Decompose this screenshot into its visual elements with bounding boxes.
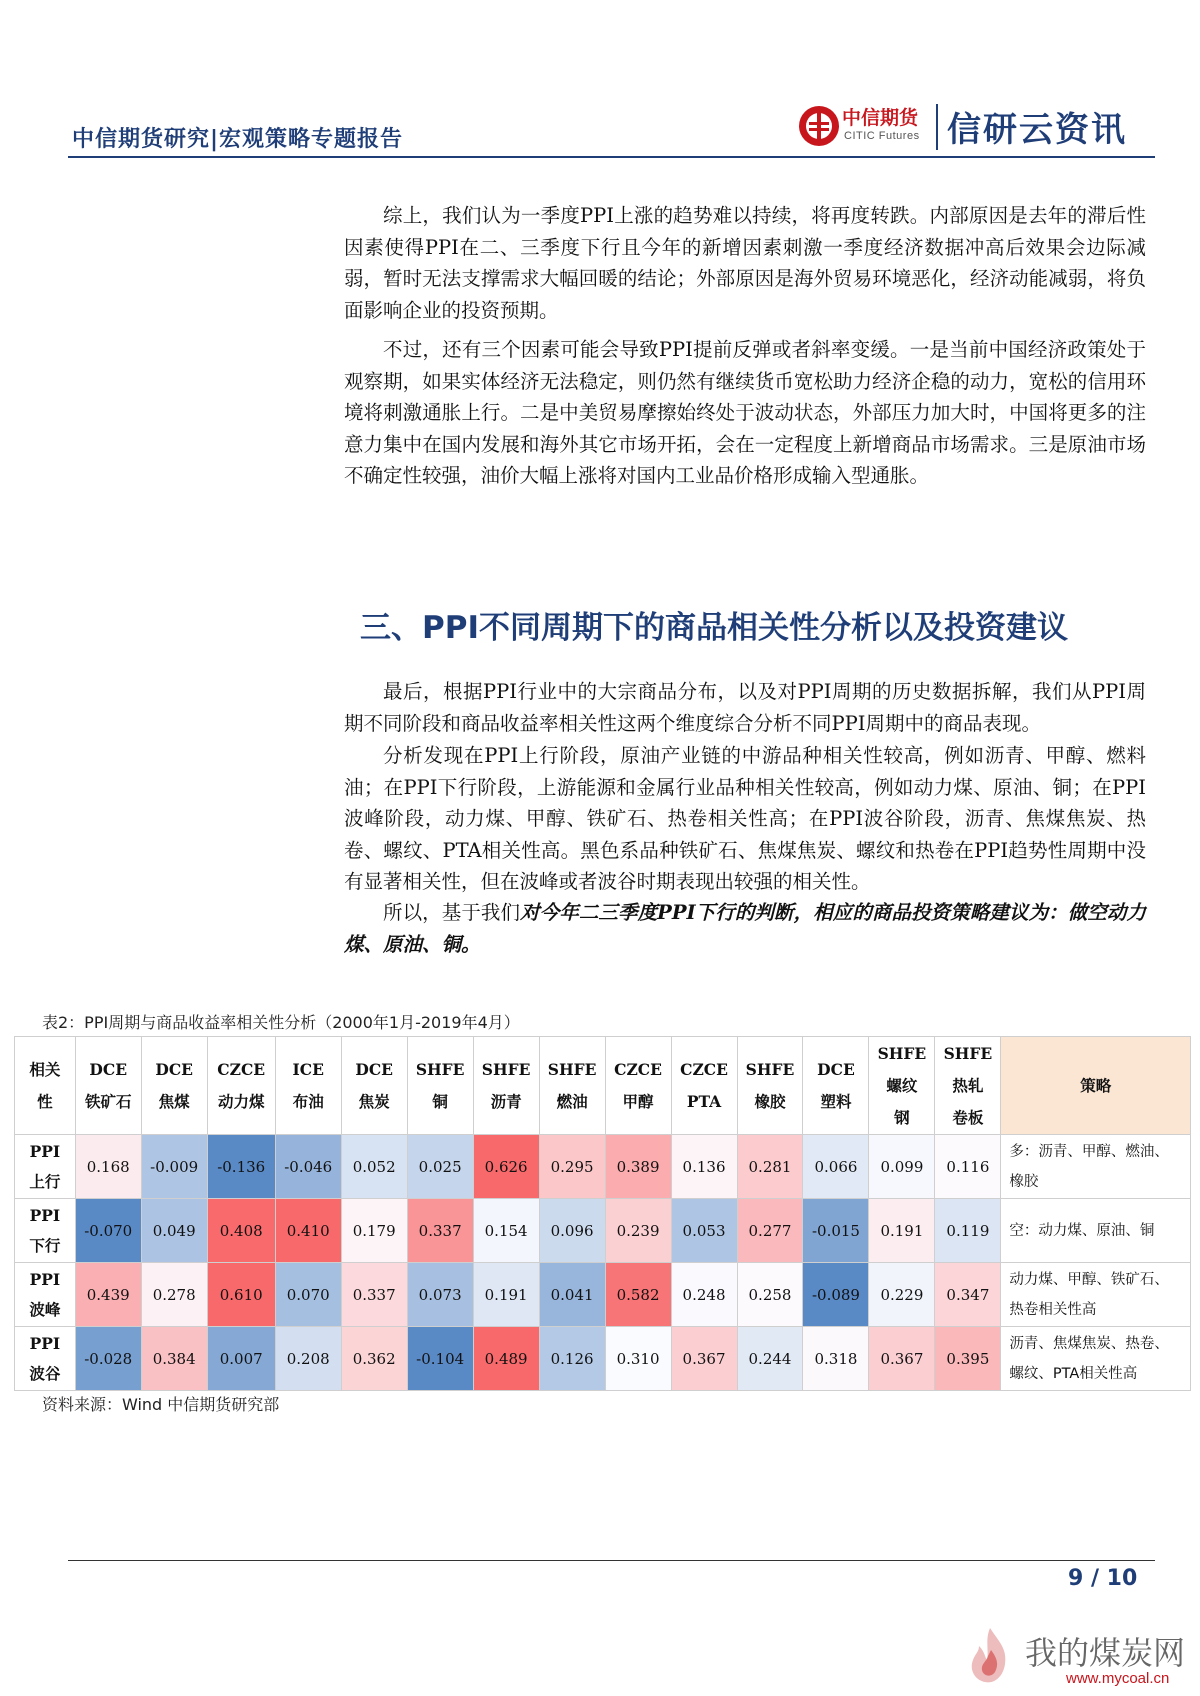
footer-rule [68, 1560, 1155, 1561]
row-label-line: PPI [29, 1269, 61, 1289]
col-exchange: SHFE [481, 1059, 531, 1079]
table-source: 资料来源：Wind 中信期货研究部 [42, 1395, 280, 1414]
row-label-line: 波谷 [29, 1363, 61, 1383]
correlation-cell: 0.096 [539, 1199, 605, 1263]
correlation-cell: 0.126 [539, 1327, 605, 1391]
table-row [15, 1263, 1191, 1327]
correlation-cell: 0.119 [935, 1199, 1001, 1263]
col-commodity: 铜 [432, 1091, 448, 1111]
paragraph-risk-factors: 不过，还有三个因素可能会导致PPI提前反弹或者斜率变缓。一是当前中国经济政策处于观察期，如果实体经济无法稳定，则仍然有继续货币宽松助力经济企稳的动力，宽松的信用环境将刺激通胀上行。二是中美贸易摩擦始终处于波动状态，外部压力加大时，中国将更多的注意力集中在国内发展和海外其它市场开拓，会在一定程度上新增商品市场需求。三是原油市场不确定性较强，油价大幅上涨将对国内工业品价格形成输入型通胀。 [344, 338, 1146, 487]
correlation-cell: 0.389 [605, 1135, 671, 1199]
correlation-cell: 0.070 [275, 1263, 341, 1327]
correlation-cell: 0.179 [341, 1199, 407, 1263]
col-header [737, 1037, 803, 1135]
col-exchange: DCE [355, 1059, 393, 1079]
correlation-cell: -0.104 [407, 1327, 473, 1391]
col-commodity: 橡胶 [754, 1091, 786, 1111]
col-header [539, 1037, 605, 1135]
col-header [75, 1037, 141, 1135]
correlation-table [14, 1036, 1191, 1391]
col-commodity: 塑料 [820, 1091, 852, 1111]
table-header-row [15, 1037, 1191, 1135]
row-label-line: 波峰 [29, 1299, 61, 1319]
correlation-cell: 0.367 [671, 1327, 737, 1391]
correlation-cell: 0.318 [803, 1327, 869, 1391]
correlation-cell: 0.248 [671, 1263, 737, 1327]
correlation-cell: 0.410 [275, 1199, 341, 1263]
table-corner-header [15, 1037, 76, 1135]
strategy-cell: 多：沥青、甲醇、燃油、橡胶 [1001, 1135, 1191, 1199]
paragraph-conclusion [344, 897, 1146, 960]
col-exchange: CZCE [217, 1059, 266, 1079]
correlation-cell: 0.395 [935, 1327, 1001, 1391]
watermark-url: www.mycoal.cn [1066, 1670, 1170, 1687]
correlation-cell: 0.489 [473, 1327, 539, 1391]
table-row [15, 1327, 1191, 1391]
correlation-cell: -0.089 [803, 1263, 869, 1327]
row-label-line: PPI [29, 1205, 61, 1225]
correlation-cell: 0.244 [737, 1327, 803, 1391]
correlation-cell: 0.277 [737, 1199, 803, 1263]
col-exchange: CZCE [614, 1059, 662, 1079]
paragraph-findings: 分析发现在PPI上行阶段，原油产业链的中游品种相关性较高，例如沥青、甲醇、燃料油；在PPI下行阶段，上游能源和金属行业品种相关性较高，例如动力煤、原油、铜；在PPI波峰阶段，动力煤、甲醇、铁矿石、热卷相关性高；在PPI波谷阶段，沥青、焦煤焦炭、热卷、螺纹、PTA相关性高。黑色系品种铁矿石、焦煤焦炭、螺纹和热卷在PPI趋势性周期中没有显著相关性，但在波峰或者波谷时期表现出较强的相关性。 [344, 744, 1146, 893]
correlation-cell: 0.610 [207, 1263, 275, 1327]
col-header [671, 1037, 737, 1135]
strategy-cell: 动力煤、甲醇、铁矿石、热卷相关性高 [1001, 1263, 1191, 1327]
correlation-cell: 0.278 [141, 1263, 207, 1327]
col-commodity: PTA [686, 1091, 722, 1111]
corner-line-2: 性 [37, 1091, 53, 1111]
col-exchange: ICE [292, 1059, 324, 1079]
col-header [803, 1037, 869, 1135]
correlation-cell: 0.191 [869, 1199, 935, 1263]
correlation-cell: -0.015 [803, 1199, 869, 1263]
correlation-cell: 0.626 [473, 1135, 539, 1199]
col-commodity: 热轧 [952, 1075, 984, 1095]
logo-chinese-name: 中信期货 [842, 107, 919, 129]
col-exchange: SHFE [415, 1059, 465, 1079]
correlation-cell: -0.028 [75, 1327, 141, 1391]
conclusion-emphasis: 对今年二三季度PPI下行的判断，相应的商品投资策略建议为：做空动力煤、原油、铜。 [344, 901, 1146, 956]
table-row [15, 1135, 1191, 1199]
correlation-cell: 0.362 [341, 1327, 407, 1391]
report-header-title: 中信期货研究|宏观策略专题报告 [72, 127, 404, 152]
row-label [15, 1199, 76, 1263]
correlation-cell: 0.116 [935, 1135, 1001, 1199]
table-caption: 表2：PPI周期与商品收益率相关性分析（2000年1月-2019年4月） [42, 1013, 520, 1032]
correlation-cell: 0.384 [141, 1327, 207, 1391]
col-header [935, 1037, 1001, 1135]
correlation-cell: -0.009 [141, 1135, 207, 1199]
col-commodity: 铁矿石 [84, 1091, 132, 1111]
correlation-cell: 0.295 [539, 1135, 605, 1199]
col-header [341, 1037, 407, 1135]
logo-english-name: CITIC Futures [844, 130, 920, 142]
correlation-cell: 0.337 [407, 1199, 473, 1263]
section-title: 三、PPI不同周期下的商品相关性分析以及投资建议 [360, 610, 1068, 646]
col-header [473, 1037, 539, 1135]
correlation-cell: 0.367 [869, 1327, 935, 1391]
strategy-header: 策略 [1001, 1037, 1191, 1135]
correlation-cell: 0.408 [207, 1199, 275, 1263]
col-commodity: 燃油 [556, 1091, 588, 1111]
col-header [141, 1037, 207, 1135]
col-exchange: SHFE [943, 1043, 993, 1063]
correlation-cell: -0.070 [75, 1199, 141, 1263]
col-commodity: 沥青 [490, 1091, 522, 1111]
paragraph-summary: 综上，我们认为一季度PPI上涨的趋势难以持续，将再度转跌。内部原因是去年的滞后性因素使得PPI在二、三季度下行且今年的新增因素刺激一季度经济数据冲高后效果会边际减弱，暂时无法支撑需求大幅回暖的结论；外部原因是海外贸易环境恶化，经济动能减弱，将负面影响企业的投资预期。 [344, 204, 1146, 322]
correlation-cell: 0.582 [605, 1263, 671, 1327]
brand-name: 信研云资讯 [947, 110, 1127, 150]
correlation-cell: 0.025 [407, 1135, 473, 1199]
correlation-cell: -0.136 [207, 1135, 275, 1199]
correlation-cell: 0.073 [407, 1263, 473, 1327]
correlation-cell: 0.168 [75, 1135, 141, 1199]
correlation-cell: 0.239 [605, 1199, 671, 1263]
col-commodity: 布油 [292, 1091, 324, 1111]
col-exchange: DCE [155, 1059, 193, 1079]
correlation-cell: 0.053 [671, 1199, 737, 1263]
row-label-line: PPI [29, 1141, 61, 1161]
correlation-cell: 0.041 [539, 1263, 605, 1327]
table-row [15, 1199, 1191, 1263]
correlation-cell: 0.347 [935, 1263, 1001, 1327]
row-label [15, 1263, 76, 1327]
col-header [407, 1037, 473, 1135]
citic-logo-icon [797, 104, 841, 148]
flame-watermark-icon [955, 1620, 1025, 1690]
header-separator [936, 104, 938, 150]
watermark-text: 我的煤炭网 [1025, 1634, 1186, 1672]
col-header [605, 1037, 671, 1135]
correlation-cell: 0.154 [473, 1199, 539, 1263]
page-number: 9 / 10 [1068, 1566, 1138, 1591]
col-commodity: 焦炭 [358, 1091, 390, 1111]
correlation-cell: 0.281 [737, 1135, 803, 1199]
correlation-cell: 0.049 [141, 1199, 207, 1263]
correlation-cell: 0.258 [737, 1263, 803, 1327]
row-label [15, 1327, 76, 1391]
corner-line-1: 相关 [29, 1059, 61, 1079]
correlation-cell: 0.208 [275, 1327, 341, 1391]
strategy-cell: 沥青、焦煤焦炭、热卷、螺纹、PTA相关性高 [1001, 1327, 1191, 1391]
correlation-cell: 0.439 [75, 1263, 141, 1327]
correlation-cell: 0.052 [341, 1135, 407, 1199]
col-header [207, 1037, 275, 1135]
col-exchange: SHFE [877, 1043, 927, 1063]
row-label-line: 上行 [29, 1171, 61, 1191]
strategy-cell: 空：动力煤、原油、铜 [1001, 1199, 1191, 1263]
col-exchange: DCE [817, 1059, 855, 1079]
correlation-cell: 0.136 [671, 1135, 737, 1199]
row-label-line: 下行 [29, 1235, 61, 1255]
correlation-cell: -0.046 [275, 1135, 341, 1199]
col-exchange: CZCE [680, 1059, 728, 1079]
paragraph-method: 最后，根据PPI行业中的大宗商品分布，以及对PPI周期的历史数据拆解，我们从PPI周期不同阶段和商品收益率相关性这两个维度综合分析不同PPI周期中的商品表现。 [344, 680, 1146, 735]
col-commodity-2: 钢 [894, 1107, 910, 1127]
header-rule [68, 156, 1155, 158]
col-commodity: 焦煤 [158, 1091, 190, 1111]
correlation-cell: 0.066 [803, 1135, 869, 1199]
correlation-cell: 0.337 [341, 1263, 407, 1327]
col-exchange: SHFE [745, 1059, 795, 1079]
correlation-cell: 0.229 [869, 1263, 935, 1327]
correlation-cell: 0.099 [869, 1135, 935, 1199]
row-label-line: PPI [29, 1333, 61, 1353]
correlation-cell: 0.310 [605, 1327, 671, 1391]
col-commodity: 螺纹 [886, 1075, 918, 1095]
correlation-cell: 0.007 [207, 1327, 275, 1391]
col-header [869, 1037, 935, 1135]
col-header [275, 1037, 341, 1135]
correlation-cell: 0.191 [473, 1263, 539, 1327]
row-label [15, 1135, 76, 1199]
col-commodity: 甲醇 [622, 1091, 654, 1111]
col-commodity: 动力煤 [217, 1091, 265, 1111]
conclusion-lead: 所以，基于我们 [383, 901, 521, 924]
col-exchange: DCE [89, 1059, 128, 1079]
col-commodity-2: 卷板 [952, 1107, 984, 1127]
col-exchange: SHFE [547, 1059, 597, 1079]
